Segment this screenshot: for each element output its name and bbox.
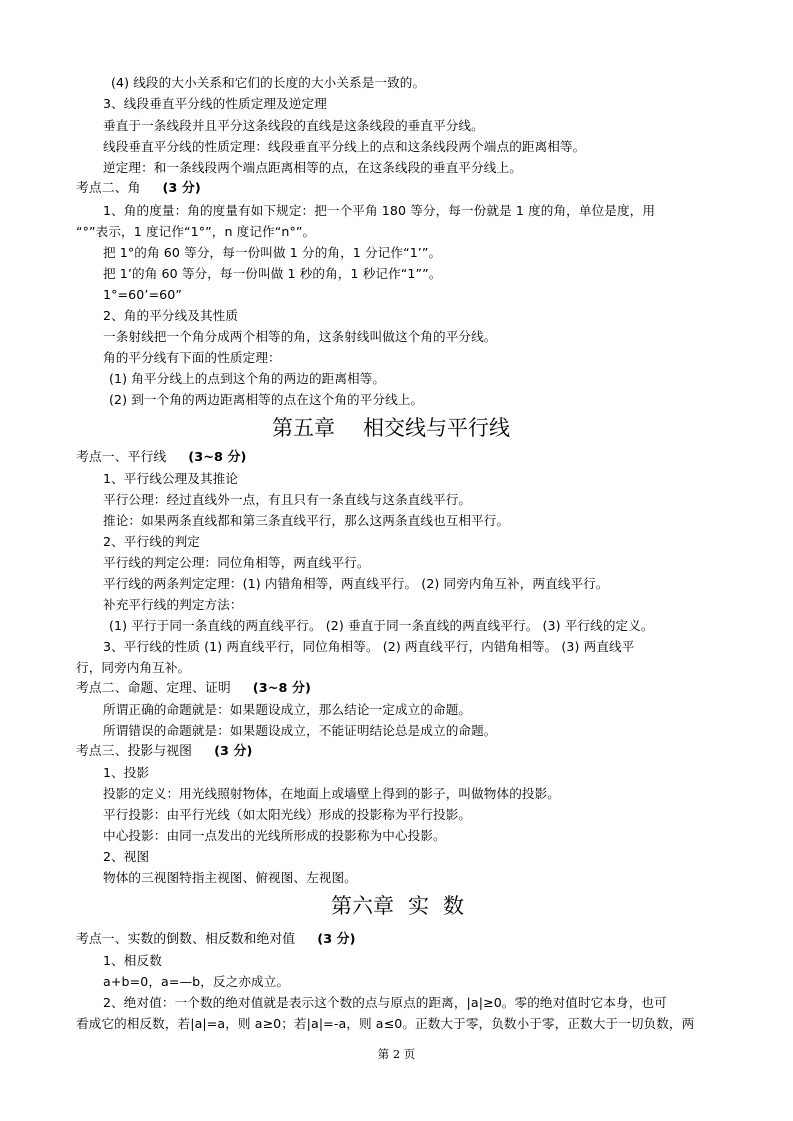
section-heading: 2、角的平分线及其性质 xyxy=(103,308,239,323)
text-line: (2) 到一个角的两边距离相等的点在这个角的平分线上。 xyxy=(109,392,424,407)
section-heading: 2、视图 xyxy=(103,849,150,864)
text-line: 推论：如果两条直线都和第三条直线平行，那么这两条直线也互相平行。 xyxy=(103,513,510,528)
text-line: 1、角的度量：角的度量有如下规定：把一个平角 180 等分，每一份就是 1 度的角，单位是度，用 xyxy=(103,203,656,218)
kaodian-label: 考点二、角 xyxy=(76,181,141,196)
text-line: 投影的定义：用光线照射物体，在地面上或墙壁上得到的影子，叫做物体的投影。 xyxy=(103,786,560,801)
section-heading: 3、平行线的性质 (1) 两直线平行，同位角相等。 (2) 两直线平行，内错角相等。 (3) 两直线平 xyxy=(103,639,635,654)
section-heading: 3、线段垂直平分线的性质定理及逆定理 xyxy=(103,96,327,111)
kaodian-heading xyxy=(76,681,311,697)
kaodian-points: (3 分) xyxy=(317,932,356,947)
text-line: 线段垂直平分线的性质定理：线段垂直平分线上的点和这条线段两个端点的距离相等。 xyxy=(103,139,586,154)
kaodian-label: 考点一、实数的倒数、相反数和绝对值 xyxy=(76,932,296,947)
text-line: 平行线的两条判定定理：(1) 内错角相等，两直线平行。 (2) 同旁内角互补，两直线平行。 xyxy=(103,576,609,591)
text-line: 所谓错误的命题就是：如果题设成立，不能证明结论总是成立的命题。 xyxy=(103,723,497,738)
chapter-number: 第六章 xyxy=(331,894,394,918)
text-line: 垂直于一条线段并且平分这条线段的直线是这条线段的垂直平分线。 xyxy=(103,118,484,133)
text-line: 看成它的相反数，若|a|=a，则 a≥0；若|a|=-a，则 a≤0。正数大于零，负数小于零，正数大于一切负数，两 xyxy=(76,1016,695,1031)
kaodian-points: (3 分) xyxy=(214,744,253,759)
text-line: (1) 平行于同一条直线的两直线平行。 (2) 垂直于同一条直线的两直线平行。 (3) 平行线的定义。 xyxy=(109,618,654,633)
section-heading: 1、投影 xyxy=(103,765,150,780)
kaodian-label: 考点一、平行线 xyxy=(76,450,167,465)
section-heading: 2、平行线的判定 xyxy=(103,534,200,549)
chapter-name-part: 数 xyxy=(443,894,464,918)
kaodian-heading xyxy=(76,450,246,466)
kaodian-heading xyxy=(76,181,201,197)
kaodian-heading xyxy=(76,932,356,948)
kaodian-points: (3~8 分) xyxy=(252,681,311,696)
text-line: 平行线的判定公理：同位角相等，两直线平行。 xyxy=(103,555,370,570)
text-line: 1°=60’=60” xyxy=(103,287,182,302)
text-line: (4) 线段的大小关系和它们的长度的大小关系是一致的。 xyxy=(111,75,426,90)
text-line: 平行公理：经过直线外一点，有且只有一条直线与这条直线平行。 xyxy=(103,492,472,507)
text-line: (1) 角平分线上的点到这个角的两边的距离相等。 xyxy=(109,371,386,386)
kaodian-heading xyxy=(76,744,252,760)
kaodian-points: (3 分) xyxy=(162,181,201,196)
kaodian-label: 考点二、命题、定理、证明 xyxy=(76,681,231,696)
text-line: 物体的三视图特指主视图、俯视图、左视图。 xyxy=(103,870,357,885)
text-line: 一条射线把一个角分成两个相等的角，这条射线叫做这个角的平分线。 xyxy=(103,329,497,344)
text-line: 行，同旁内角互补。 xyxy=(76,660,191,675)
text-line: “°”表示，1 度记作“1°”，n 度记作“n°”。 xyxy=(76,224,316,239)
text-line: 把 1’的角 60 等分，每一份叫做 1 秒的角，1 秒记作“1””。 xyxy=(103,266,442,281)
text-line: 2、绝对值：一个数的绝对值就是表示这个数的点与原点的距离，|a|≥0。零的绝对值时它本身，也可 xyxy=(103,995,667,1010)
chapter-title xyxy=(331,893,464,919)
chapter-number: 第五章 xyxy=(272,416,335,440)
kaodian-points: (3~8 分) xyxy=(188,450,247,465)
text-line: 把 1°的角 60 等分，每一份叫做 1 分的角，1 分记作“1’”。 xyxy=(103,245,442,260)
chapter-title xyxy=(272,415,510,441)
section-heading: 1、平行线公理及其推论 xyxy=(103,471,239,486)
chapter-name-part: 实 xyxy=(408,894,429,918)
section-heading: 1、相反数 xyxy=(103,953,162,968)
text-line: 中心投影：由同一点发出的光线所形成的投影称为中心投影。 xyxy=(103,828,446,843)
text-line: 所谓正确的命题就是：如果题设成立，那么结论一定成立的命题。 xyxy=(103,702,472,717)
text-line: 补充平行线的判定方法： xyxy=(103,597,243,612)
text-line: 逆定理：和一条线段两个端点距离相等的点，在这条线段的垂直平分线上。 xyxy=(103,160,522,175)
text-line: 平行投影：由平行光线（如太阳光线）形成的投影称为平行投影。 xyxy=(103,807,472,822)
text-line: 角的平分线有下面的性质定理： xyxy=(103,350,281,365)
kaodian-label: 考点三、投影与视图 xyxy=(76,744,193,759)
chapter-name: 相交线与平行线 xyxy=(363,416,510,440)
text-line: a+b=0，a=—b，反之亦成立。 xyxy=(103,974,290,989)
page-number: 第 2 页 xyxy=(377,1047,416,1061)
